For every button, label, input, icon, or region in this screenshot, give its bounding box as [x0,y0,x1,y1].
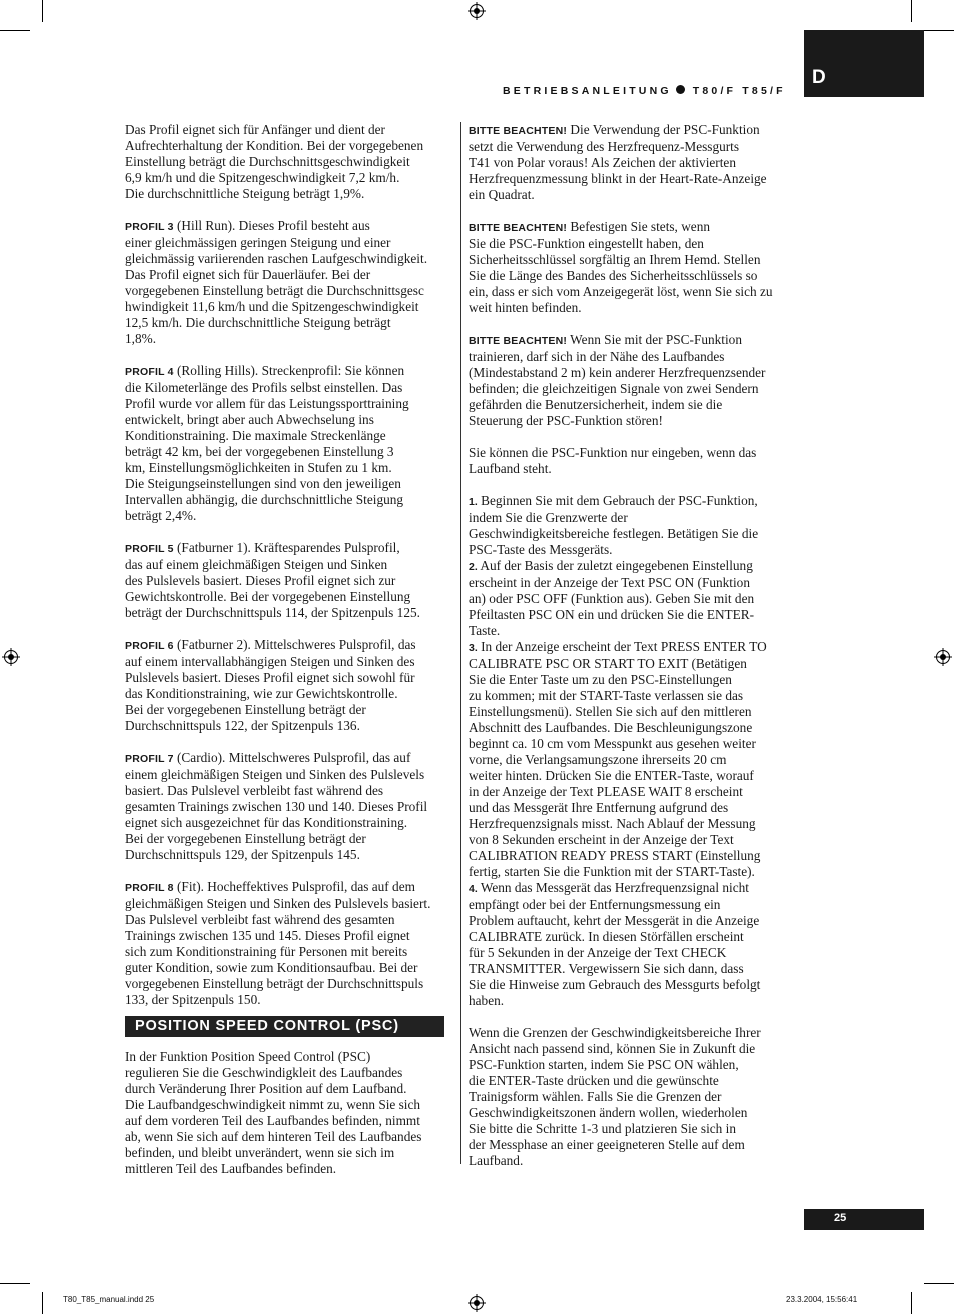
registration-mark-icon [470,1296,484,1310]
step-number: 1. [469,496,478,508]
crop-mark [911,0,912,22]
registration-mark-icon [4,650,18,664]
step-number: 4. [469,883,478,895]
crop-mark [0,30,30,31]
column-divider [460,122,461,1164]
crop-mark [924,1283,954,1284]
profile-7 [125,750,445,863]
step-4 [469,880,789,1009]
profile-5 [125,540,445,621]
step-number: 2. [469,561,478,573]
note-label: BITTE BEACHTEN! [469,125,568,137]
crop-mark [924,30,954,31]
page-number: 25 [834,1212,847,1224]
date-slug: 23.3.2004, 15:56:41 [786,1295,858,1304]
profile-label: PROFIL 6 [125,640,174,652]
language-tab [804,30,924,97]
profile-8 [125,879,445,1008]
crop-mark [0,1283,30,1284]
page-number-tab [804,1209,924,1230]
psc-section-heading: POSITION SPEED CONTROL (PSC) [125,1016,444,1037]
profile-label: PROFIL 8 [125,882,174,894]
profile-text: (Hill Run). Dieses Profil besteht aus einer gleichmässigen geringen Steigung und einer gleichmässig variierenden raschen Laufgeschwindigkeit. Das Profil eignet sich für Dauerläufer. Bei der vorgegebenen Einstellung beträgt die Durchschnittsgesc hwindigkeit 11,6 km/h und die Spitzengeschwindigkeit 12,5 km/h. Die durchschnittliche Steigung beträgt 1,8%. [125,218,428,346]
profile-label: PROFIL 3 [125,221,174,233]
profile-text: (Fatburner 1). Kräftesparendes Pulsprofil, das auf einem gleichmäßigen Steigen und Sinken des Pulslevels basiert. Dieses Profil eignet sich zur Gewichtskontrolle. Bei der vorgegebenen Einstellung beträgt der Durchschnittspuls 114, der Spitzenpuls 125. [125,540,420,620]
crop-mark [42,0,43,22]
running-header [503,85,786,97]
profile-label: PROFIL 4 [125,366,174,378]
profile-text: (Cardio). Mittelschweres Pulsprofil, das auf einem gleichmäßigen Steigen und Sinken des Pulslevels basiert. Das Pulslevel verbleibt fast während des gesamten Trainings zwischen 130 und 140. Dieses Profil eignet sich ausgezeichnet für das Konditionstraining. Bei der vorgegebenen Einstellung beträgt der Durchschnittspuls 129, der Spitzenpuls 145. [125,750,428,862]
model-name: T80/F T85/F [692,85,786,97]
psc-description: In der Funktion Position Speed Control (PSC) regulieren Sie die Geschwindigkleit des Laufbandes durch Veränderung Ihrer Position auf dem Laufband. Die Laufbandgeschwindigkeit nimmt zu, wenn Sie sich auf dem vorderen Teil des Laufbandes befinden, nimmt ab, wenn Sie sich auf dem hinteren Teil des Laufbandes befinden, und bleibt unverändert, wenn sie sich im mittleren Teil des Laufbandes befinden. [125,1049,422,1176]
left-column [125,122,445,1177]
note-text: Die Verwendung der PSC-Funktion setzt die Verwendung des Herzfrequenz-Messgurts T41 von Polar voraus! Als Zeichen der aktivierten Herzfrequenzmessung blinkt in der Heart-Rate-Anzeige ein Quadrat. [469,122,767,202]
note-label: BITTE BEACHTEN! [469,222,568,234]
step-2 [469,558,789,639]
step-1 [469,493,789,558]
language-code: D [812,67,826,88]
closing-paragraph: Wenn die Grenzen der Geschwindigkeitsbereiche Ihrer Ansicht nach passend sind, können Sie in Zukunft die PSC-Funktion starten, indem Sie PSC ON wählen, die ENTER-Taste drücken und die gewünschte Trainigsform wählen. Falls Sie die Grenzen der Geschwindigkeitszonen ändern wollen, wiederholen Sie bitte die Schritte 1-3 und platzieren Sie sich in der Messphase an einer geeigneteren Stelle auf dem Laufband. [469,1025,761,1168]
psc-stop-note: Sie können die PSC-Funktion nur eingeben, wenn das Laufband steht. [469,445,757,476]
step-text: Beginnen Sie mit dem Gebrauch der PSC-Funktion, indem Sie die Grenzwerte der Geschwindigkeitsbereiche festlegen. Betätigen Sie die PSC-Taste des Messgeräts. [469,493,759,557]
note-3 [469,332,789,429]
note-text: Wenn Sie mit der PSC-Funktion trainieren, darf sich in der Nähe des Laufbandes (Mindestabstand 2 m) kein anderer Herzfrequenzsender befinden; die gleichzeitigen Signale von zwei Sendern gefährden die Benutzersicherheit, indem sie die Steuerung der PSC-Funktion stören! [469,332,766,428]
profile-text: (Fatburner 2). Mittelschweres Pulsprofil, das auf einem intervallabhängigen Steigen und Sinken des Pulslevels basiert. Dieses Profil eignet sich sowohl für das Konditionstraining, wie zur Gewichtskontrolle. Bei der vorgegebenen Einstellung beträgt der Durchschnittspuls 122, der Spitzenpuls 136. [125,637,416,733]
step-text: In der Anzeige erscheint der Text PRESS ENTER TO CALIBRATE PSC OR START TO EXIT (Betätigen Sie die Enter Taste um zu den PSC-Einstellungen zu kommen; mit der START-Taste verlassen sie das Einstellungsmenü). Stellen Sie sich auf den mittleren Abschnitt des Laufbandes. Die Beschleunigungszone beginnt ca. 10 cm vom Messpunkt aus gesehen weiter vorne, die Verlangsamungszone ihrerseits 20 cm weiter hinten. Drücken Sie die ENTER-Taste, worauf in der Anzeige der Text PLEASE WAIT 8 erscheint und das Messgerät Ihre Entfernung aufgrund des Herzfrequenzsignals misst. Nach Ablauf der Messung von 8 Sekunden erscheint in der Anzeige der Text CALIBRATION READY PRESS START (Einstellung fertig, starten Sie die Funktion mit der START-Taste). [469,639,767,879]
step-number: 3. [469,642,478,654]
profile-4 [125,363,445,524]
profile-3 [125,218,445,347]
profile-label: PROFIL 5 [125,543,174,555]
note-1 [469,122,789,203]
right-column [469,122,789,1169]
crop-mark [911,1292,912,1314]
crop-mark [42,1292,43,1314]
registration-mark-icon [470,4,484,18]
note-label: BITTE BEACHTEN! [469,335,568,347]
step-3 [469,639,789,880]
step-text: Auf der Basis der zuletzt eingegebenen Einstellung erscheint in der Anzeige der Text PSC ON (Funktion an) oder PSC OFF (Funktion aus). Geben Sie mit den Pfeiltasten PSC ON ein und drücken Sie die ENTER- Taste. [469,558,755,638]
note-2 [469,219,789,316]
profile-text: (Rolling Hills). Streckenprofil: Sie können die Kilometerlänge des Profils selbst einstellen. Das Profil wurde vor allem für das Leistungssporttraining entwickelt, bringt aber auch Abwechselung ins Konditionstraining. Die maximale Streckenlänge beträgt 42 km, bei der vorgegebenen Einstellung 3 km, Einstellungsmöglichkeiten in Stufen zu 1 km. Die Steigungseinstellungen sind von den jeweiligen Intervallen abhängig, die durchschnittliche Steigung beträgt 2,4%. [125,363,409,523]
registration-mark-icon [936,650,950,664]
profile-text: (Fit). Hocheffektives Pulsprofil, das auf dem gleichmäßigen Steigen und Sinken des Pulslevels basiert. Das Pulslevel verbleibt fast während des gesamten Trainings zwischen 135 und 145. Dieses Profil eignet sich zum Konditionstraining für Personen mit bereits guter Kondition, sowie zum Konditionsaufbau. Bei der vorgegebenen Einstellung beträgt der Durchschnittspuls 133, der Spitzenpuls 150. [125,879,431,1007]
bullet-icon [676,85,685,94]
profile-6 [125,637,445,734]
profile-intro: Das Profil eignet sich für Anfänger und dient der Aufrechterhaltung der Kondition. Bei der vorgegebenen Einstellung beträgt die Durchschnittsgeschwindigkeit 6,9 km/h und die Spitzengeschwindigkeit 7,2 km/h. Die durchschnittliche Steigung beträgt 1,9%. [125,122,424,201]
step-text: Wenn das Messgerät das Herzfrequenzsignal nicht empfängt oder bei der Entfernungsmessung ein Problem auftaucht, kehrt der Messgerät in die Anzeige CALIBRATE zurück. In diesen Störfällen erscheint für 5 Sekunden in der Anzeige der Text CHECK TRANSMITTER. Vergewissern Sie sich dann, dass Sie die Hinweise zum Gebrauch des Messgurts befolgt haben. [469,880,761,1008]
running-title: BETRIEBSANLEITUNG [503,85,672,97]
profile-label: PROFIL 7 [125,753,174,765]
note-text: Befestigen Sie stets, wenn Sie die PSC-Funktion eingestellt haben, den Sicherheitsschlüssel sorgfältig an Ihrem Hemd. Stellen Sie die Länge des Bandes des Sicherheitsschlüssels so ein, dass er sich vom Anzeigegerät löst, wenn Sie sich zu weit hinten befinden. [469,219,773,315]
file-slug: T80_T85_manual.indd 25 [63,1295,155,1304]
